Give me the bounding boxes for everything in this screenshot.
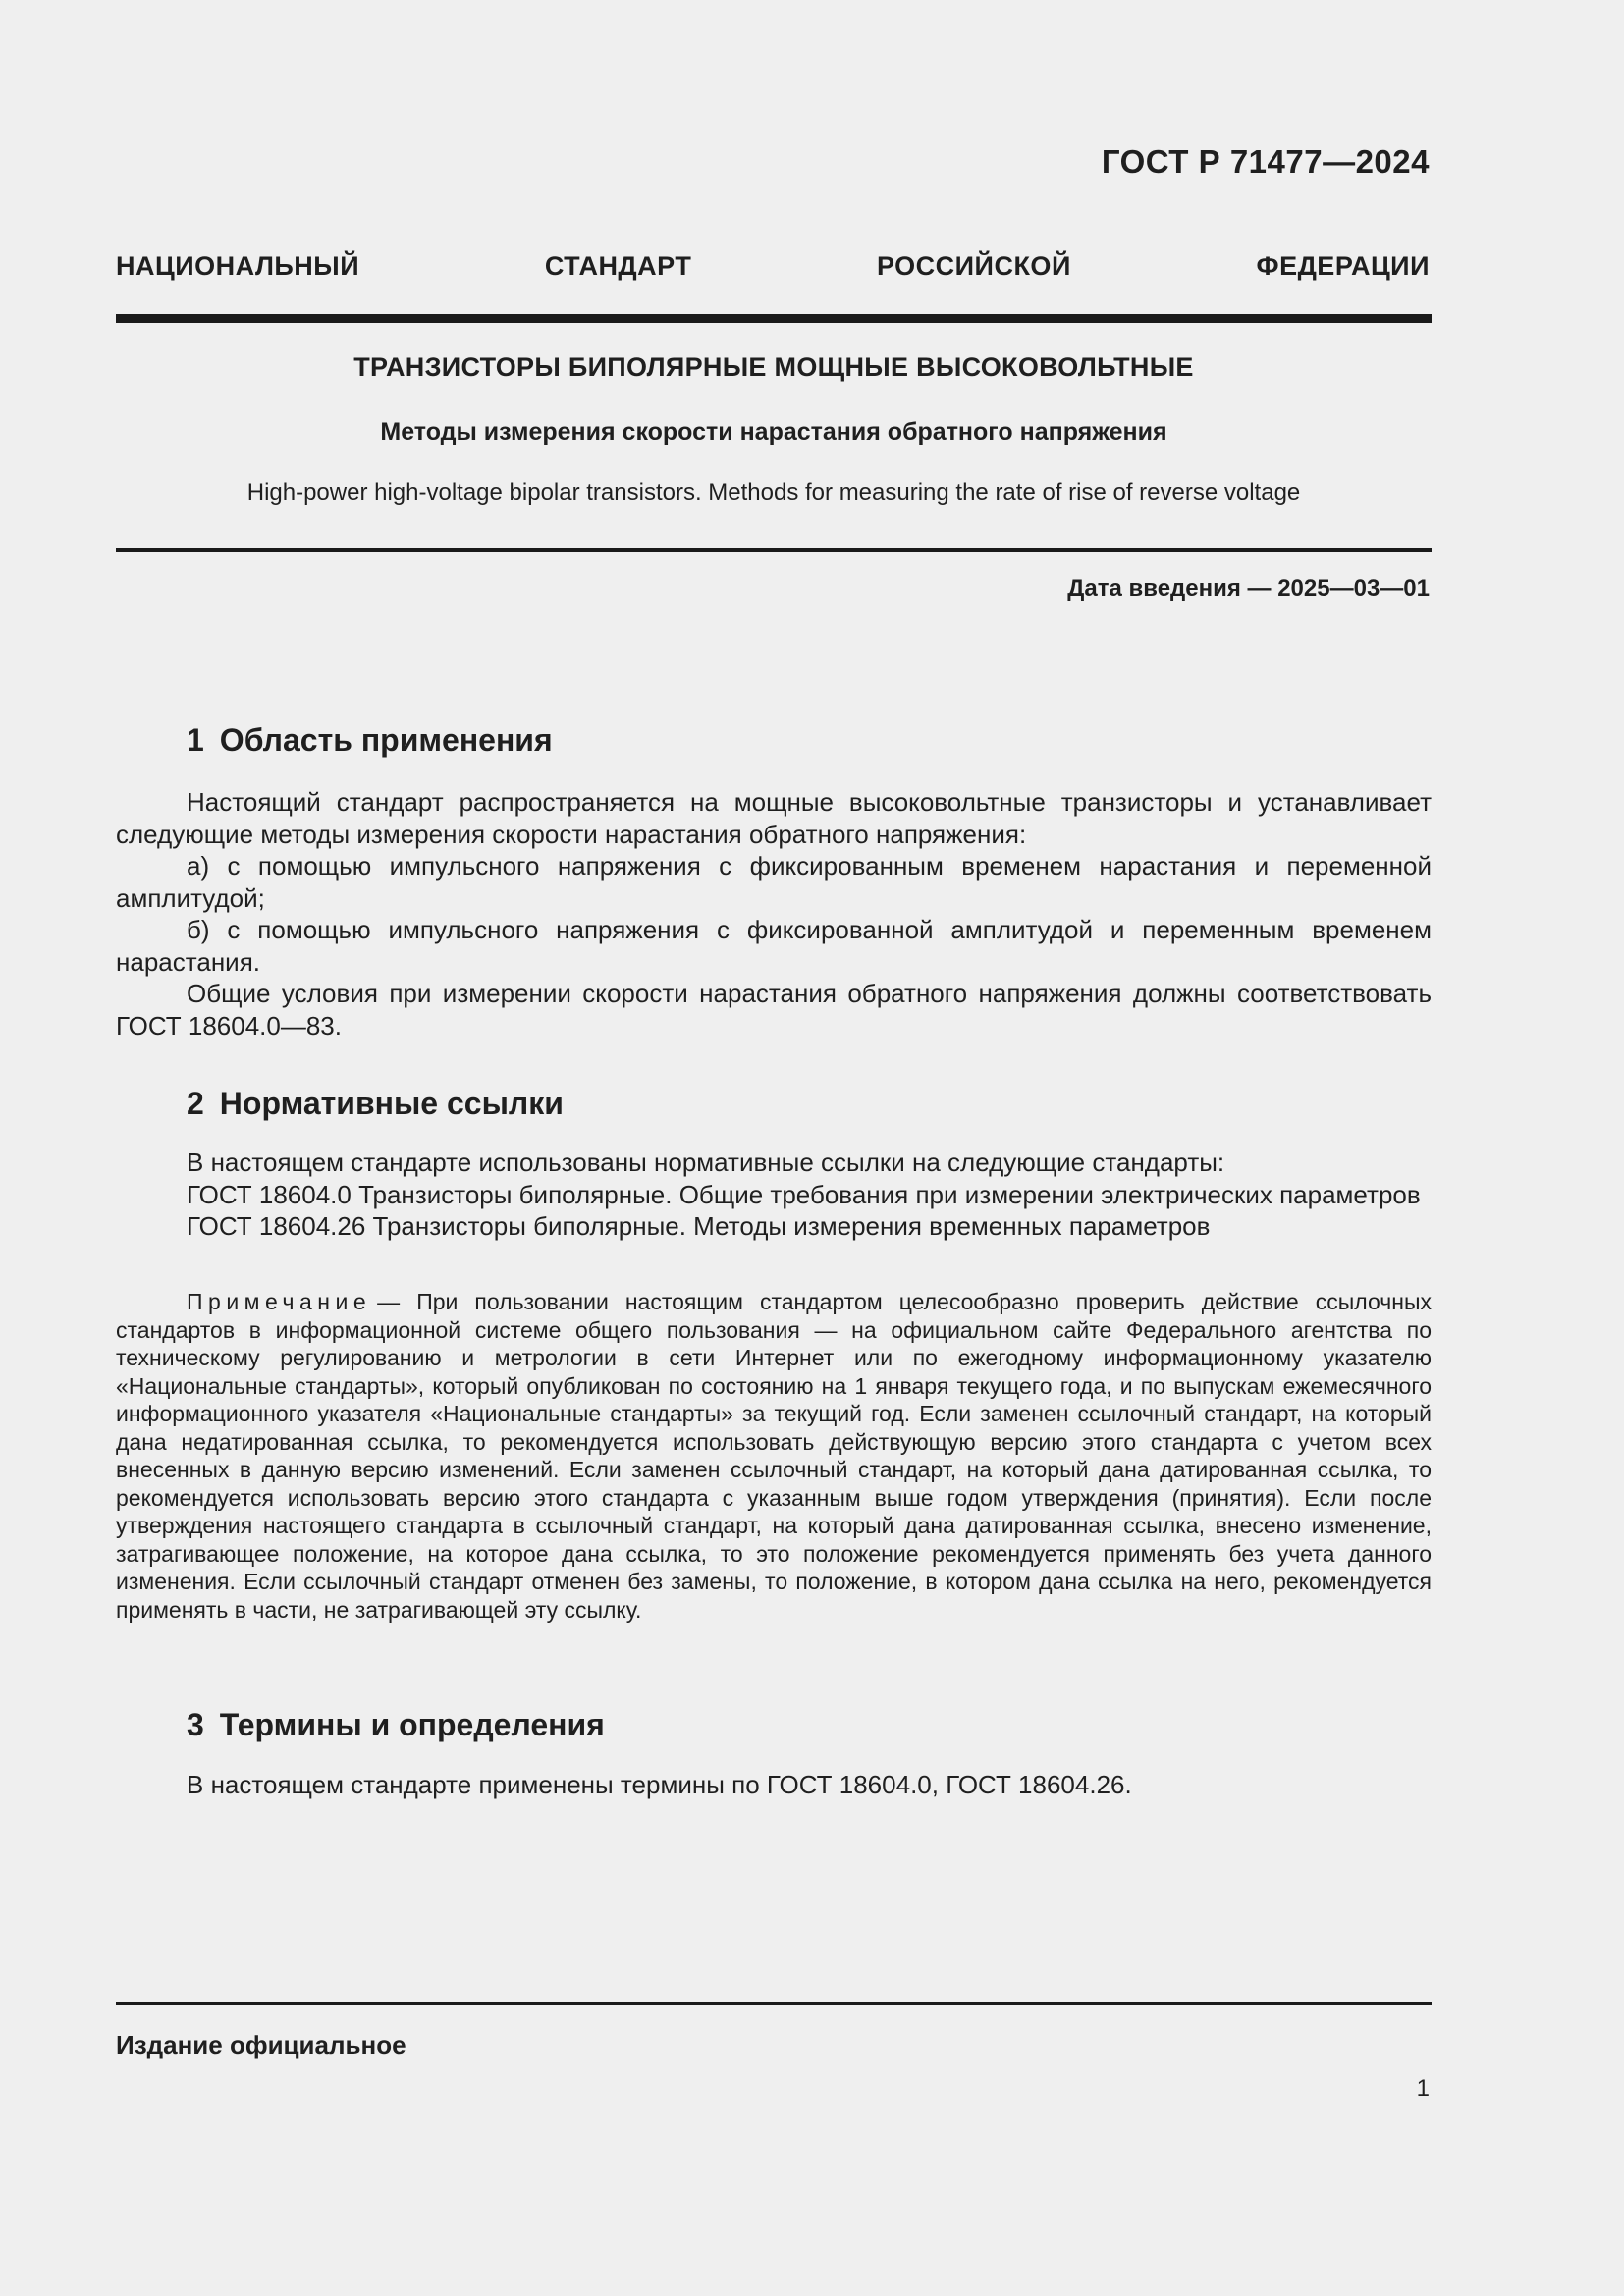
paragraph: В настоящем стандарте использованы нормативные ссылки на следующие стандарты:	[187, 1148, 1225, 1177]
paragraph: Настоящий стандарт распространяется на мощные высоковольтные транзисторы и устанавливает следующие методы измерения скорости нарастания обратного напряжения:	[116, 787, 1432, 849]
document-subtitle: Методы измерения скорости нарастания обратного напряжения	[380, 418, 1167, 446]
reference-item: ГОСТ 18604.26 Транзисторы биполярные. Методы измерения временных параметров	[187, 1211, 1211, 1241]
list-item: а) с помощью импульсного напряжения с фиксированным временем нарастания и переменной амплитудой;	[116, 851, 1432, 913]
note-label: Примечание	[187, 1289, 372, 1314]
section-3-heading	[187, 1707, 605, 1743]
header-divider	[116, 314, 1432, 323]
reference-item: ГОСТ 18604.0 Транзисторы биполярные. Общие требования при измерении электрических параметров	[187, 1179, 1421, 1209]
section-3-body	[116, 1769, 1432, 1801]
paragraph: Общие условия при измерении скорости нарастания обратного напряжения должны соответствовать ГОСТ 18604.0—83.	[116, 979, 1432, 1041]
section-title: Область применения	[219, 722, 553, 758]
edition-label: Издание официальное	[116, 2030, 406, 2059]
paragraph: В настоящем стандарте применены термины по ГОСТ 18604.0, ГОСТ 18604.26.	[187, 1770, 1132, 1799]
section-title: Термины и определения	[219, 1707, 605, 1742]
document-code: ГОСТ Р 71477—2024	[1101, 143, 1430, 180]
introduction-date: Дата введения — 2025—03—01	[1067, 575, 1430, 602]
footer-divider	[116, 2002, 1432, 2005]
title-divider	[116, 548, 1432, 552]
section-2-body	[116, 1147, 1432, 1243]
section-number: 3	[187, 1707, 204, 1742]
page-number: 1	[1416, 2075, 1430, 2102]
english-title: High-power high-voltage bipolar transistors. Methods for measuring the rate of rise of reverse voltage	[246, 479, 1301, 506]
section-1-heading	[187, 722, 553, 759]
document-title: ТРАНЗИСТОРЫ БИПОЛЯРНЫЕ МОЩНЫЕ ВЫСОКОВОЛЬТНЫЕ	[353, 352, 1194, 382]
section-1-body	[116, 786, 1432, 1041]
note-text: — При пользовании настоящим стандартом целесообразно проверить действие ссылочных стандартов в информационной системе общего пользования — на официальном сайте Федерального агентства по техническому регулированию и метрологии в сети Интернет или по ежегодному информационному указателю «Национальные стандарты», который опубликован по состоянию на 1 января текущего года, и по выпускам ежемесячного информационного указателя «Национальные стандарты» за текущий год. Если заменен ссылочный стандарт, на который дана недатированная ссылка, то рекомендуется использовать действующую версию этого стандарта с учетом всех внесенных в данную версию изменений. Если заменен ссылочный стандарт, на который дана датированная ссылка, то рекомендуется использовать версию этого стандарта с указанным выше годом утверждения (принятия). Если после утверждения настоящего стандарта в ссылочный стандарт, на который дана датированная ссылка, внесено изменение, затрагивающее положение, на которое дана ссылка, то это положение рекомендуется применять без учета данного изменения. Если ссылочный стандарт отменен без замены, то положение, в котором дана ссылка на него, рекомендуется применять в части, не затрагивающей эту ссылку.	[116, 1289, 1432, 1623]
list-item: б) с помощью импульсного напряжения с фиксированной амплитудой и переменным временем нарастания.	[116, 915, 1432, 977]
section-2-heading	[187, 1086, 564, 1122]
section-number: 2	[187, 1086, 204, 1121]
section-number: 1	[187, 722, 204, 758]
section-2-note	[116, 1288, 1432, 1624]
national-standard-banner: НАЦИОНАЛЬНЫЙ СТАНДАРТ РОССИЙСКОЙ ФЕДЕРАЦИИ	[116, 251, 1430, 281]
section-title: Нормативные ссылки	[219, 1086, 564, 1121]
